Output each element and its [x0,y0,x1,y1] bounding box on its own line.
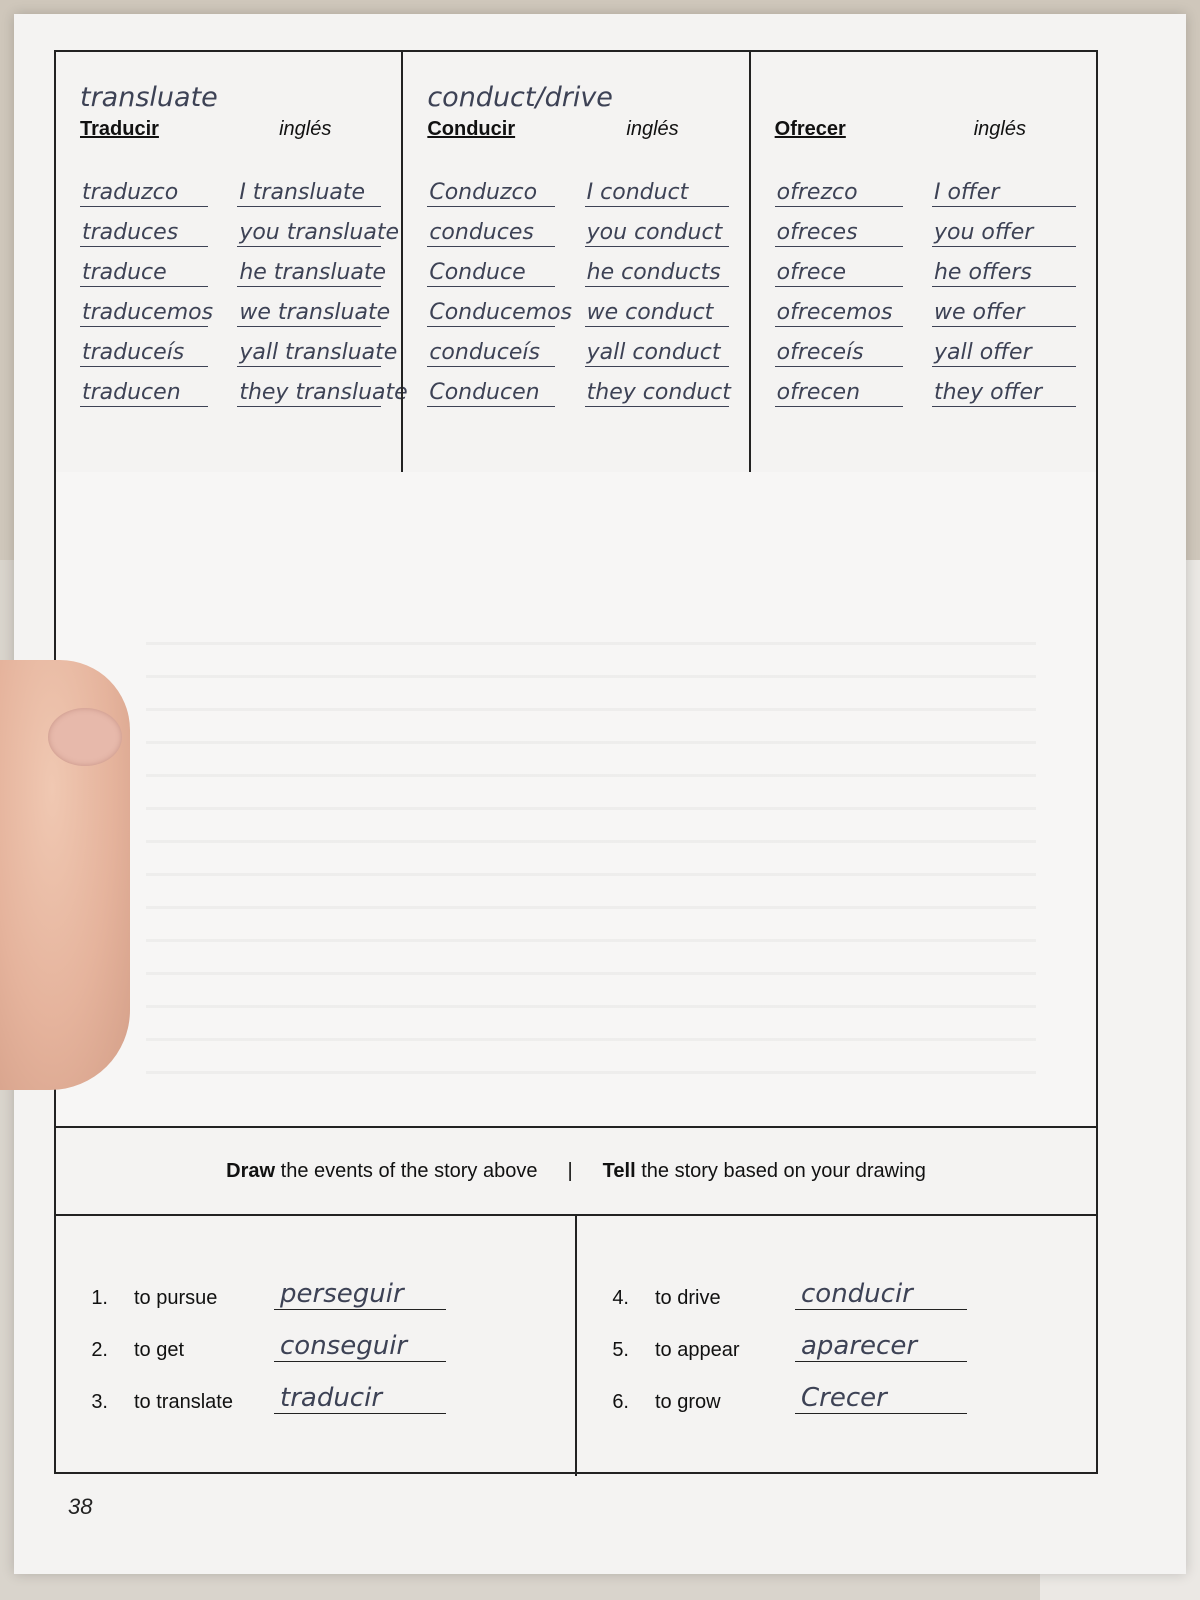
spanish-form: traduces [80,220,208,247]
answer-blank[interactable]: perseguir [274,1279,446,1310]
spanish-form: ofrece [775,260,903,287]
english-form: we transluate [239,300,391,325]
conjugation-column-conducir [401,52,748,472]
vocabulary-column-right [575,1214,1096,1476]
spanish-form: Conducemos [429,300,572,325]
english-term: to translate [134,1391,233,1413]
conjugation-row [80,367,408,407]
column-note: conduct/drive [427,82,613,113]
spanish-form: traduzco [80,180,208,207]
answer-blank[interactable]: conducir [795,1279,967,1310]
english-term: to get [134,1339,185,1361]
english-form: I conduct [585,180,729,207]
english-form: I offer [932,180,1076,207]
spanish-form: ofreceís [775,340,903,367]
vocabulary-column-left [56,1214,575,1476]
conjugation-row [427,287,728,327]
drawing-area[interactable] [56,472,1096,1128]
column-header [775,118,1076,141]
spanish-form: ofrecen [775,380,903,407]
english-form: you transluate [239,220,399,245]
answer-blank[interactable]: traducir [274,1383,446,1414]
conjugation-row [775,167,1076,207]
spanish-form: traducen [80,380,208,407]
spanish-form: ofrezco [775,180,903,207]
conjugation-table [56,52,1096,474]
instruction-divider: | [567,1159,573,1182]
tell-bold: Tell [602,1159,636,1182]
answer-blank[interactable]: conseguir [274,1331,446,1362]
item-number: 3. [91,1391,108,1413]
conjugation-row [427,247,728,287]
conjugation-row [427,207,728,247]
conjugation-row [775,367,1076,407]
spanish-form: Conduzco [427,180,555,207]
draw-text: the events of the story above [280,1159,538,1182]
english-form: you conduct [585,220,729,247]
thumbnail [48,708,122,766]
english-form: you offer [932,220,1076,247]
column-note: transluate [80,82,218,113]
vocab-item [577,1362,1096,1414]
vocab-item [56,1258,575,1310]
column-header [427,118,728,141]
spanish-form: conduces [427,220,555,247]
conjugation-row [80,287,391,327]
spanish-form: Conducen [427,380,555,407]
page-number: 38 [68,1494,93,1519]
conjugation-column-ofrecer [749,52,1096,472]
conjugation-row [427,327,728,367]
conjugation-row [427,367,731,407]
draw-bold: Draw [226,1159,276,1182]
english-term: to drive [655,1287,721,1309]
english-form: yall conduct [585,340,729,367]
draw-instruction [226,1160,537,1183]
vocab-item [577,1310,1096,1362]
vocab-item [56,1362,575,1414]
spanish-form: traducemos [82,300,214,325]
conjugation-row [427,167,728,207]
answer-blank[interactable]: Crecer [795,1383,967,1414]
language-heading: inglés [279,118,332,140]
conjugation-row [80,167,381,207]
instructions-bar [56,1128,1096,1216]
english-form: they transluate [239,380,408,405]
tell-text: the story based on your drawing [641,1159,926,1182]
conjugation-row [775,247,1076,287]
english-form: they conduct [586,380,731,405]
worksheet-page [14,14,1186,1574]
english-term: to grow [655,1391,721,1413]
verb-heading: Ofrecer [774,118,846,140]
item-number: 5. [612,1339,629,1361]
conjugation-row [80,247,387,287]
spanish-form: traduceís [80,340,208,367]
conjugation-row [80,207,399,247]
item-number: 4. [612,1287,629,1309]
answer-blank[interactable]: aparecer [795,1331,967,1362]
english-form: we conduct [585,300,729,327]
item-number: 2. [91,1339,108,1361]
column-header [80,118,381,141]
verb-heading: Traducir [80,118,159,140]
vocab-item [577,1258,1096,1310]
worksheet-frame [54,50,1098,1474]
english-form: yall transluate [239,340,398,365]
item-number: 1. [91,1287,108,1309]
english-form: he transluate [239,260,387,285]
spanish-form: Conduce [427,260,555,287]
conjugation-row [80,327,398,367]
english-term: to pursue [134,1287,218,1309]
english-form: we offer [932,300,1076,327]
vocabulary-section [56,1214,1096,1476]
english-form: he offers [932,260,1076,287]
spanish-form: traduce [80,260,208,287]
conjugation-column-traducir [56,52,408,472]
conjugation-row [775,327,1076,367]
english-form: they offer [932,380,1076,407]
tell-instruction [603,1160,926,1183]
spanish-form: conduceís [427,340,555,367]
english-form: he conducts [585,260,729,287]
item-number: 6. [612,1391,629,1413]
language-heading: inglés [626,118,679,140]
vocab-item [56,1310,575,1362]
english-term: to appear [655,1339,740,1361]
spanish-form: ofrecemos [775,300,903,327]
english-form: yall offer [932,340,1076,367]
column-note [775,78,1076,118]
conjugation-row [775,207,1076,247]
conjugation-row [775,287,1076,327]
bleed-through-text [146,612,1036,1086]
language-heading: inglés [973,118,1026,140]
verb-heading: Conducir [427,118,516,140]
spanish-form: ofreces [775,220,903,247]
english-form: I transluate [237,180,381,207]
